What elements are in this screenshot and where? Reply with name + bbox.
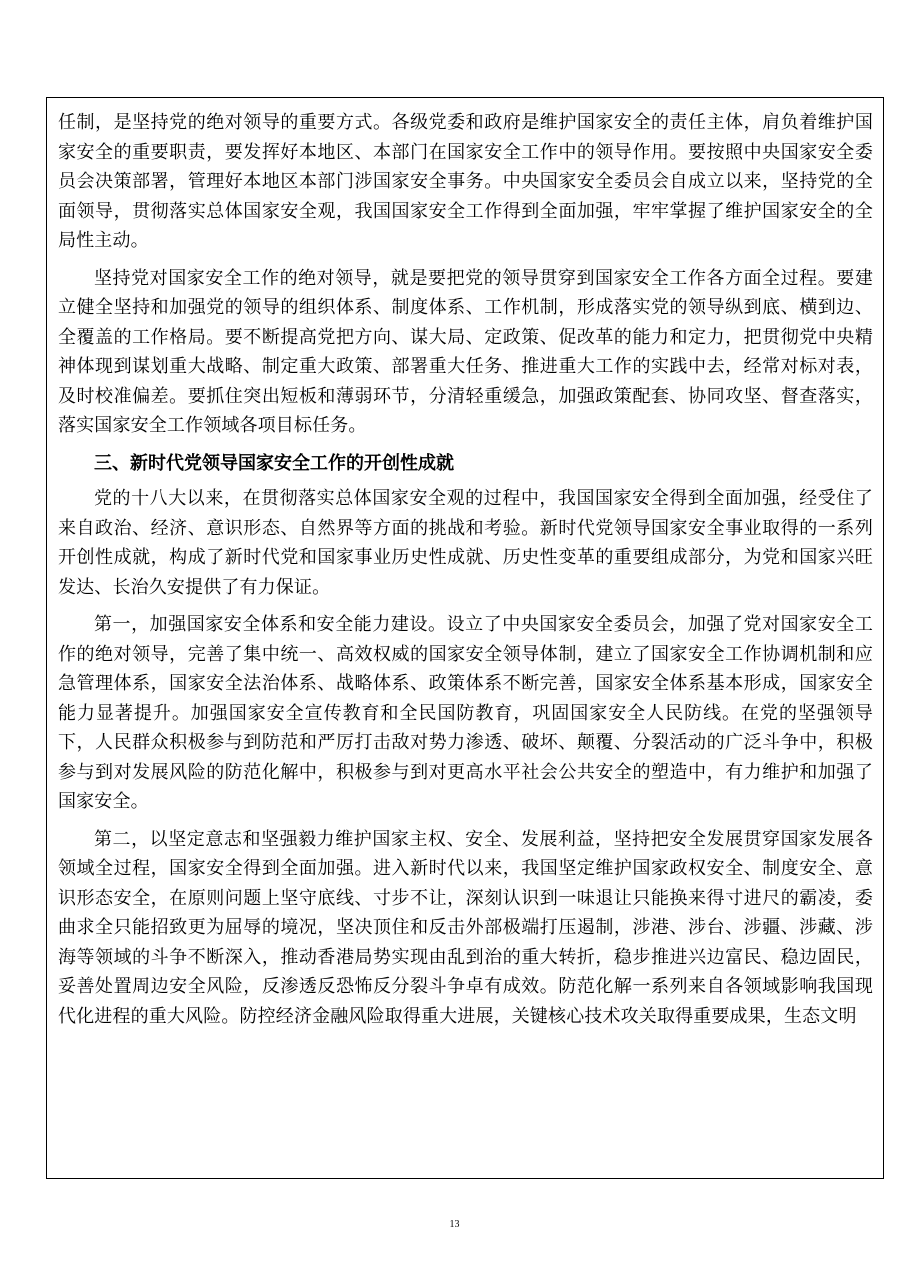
- document-body: [58, 108, 873, 1039]
- bordered-text-frame: [46, 97, 884, 1179]
- paragraph-first-point: 第一，加强国家安全体系和安全能力建设。设立了中央国家安全委员会，加强了党对国家安全工作的绝对领导，完善了集中统一、高效权威的国家安全领导体制，建立了国家安全工作协调机制和应急管理体系，国家安全法治体系、战略体系、政策体系不断完善，国家安全体系基本形成，国家安全能力显著提升。加强国家安全宣传教育和全民国防教育，巩固国家安全人民防线。在党的坚强领导下，人民群众积极参与到防范和严厉打击敌对势力渗透、破坏、颠覆、分裂活动的广泛斗争中，积极参与到对发展风险的防范化解中，积极参与到对更高水平社会公共安全的塑造中，有力维护和加强了国家安全。: [58, 614, 873, 812]
- paragraph-party-leadership: 坚持党对国家安全工作的绝对领导，就是要把党的领导贯穿到国家安全工作各方面全过程。要建立健全坚持和加强党的领导的组织体系、制度体系、工作机制，形成落实党的领导纵到底、横到边、全覆盖的工作格局。要不断提高党把方向、谋大局、定政策、促改革的能力和定力，把贯彻党中央精神体现到谋划重大战略、制定重大政策、部署重大任务、推进重大工作的实践中去，经常对标对表，及时校准偏差。要抓住突出短板和薄弱环节，分清轻重缓急，加强政策配套、协同攻坚、督查落实，落实国家安全工作领域各项目标任务。: [58, 267, 873, 436]
- section-heading: 三、新时代党领导国家安全工作的开创性成就: [94, 452, 454, 474]
- page-number: 13: [449, 1219, 460, 1230]
- paragraph-achievements-intro: 党的十八大以来，在贯彻落实总体国家安全观的过程中，我国国家安全得到全面加强，经受住了来自政治、经济、意识形态、自然界等方面的挑战和考验。新时代党领导国家安全事业取得的一系列开创性成就，构成了新时代党和国家事业历史性成就、历史性变革的重要组成部分，为党和国家兴旺发达、长治久安提供了有力保证。: [58, 488, 873, 598]
- paragraph-continuation: 任制，是坚持党的绝对领导的重要方式。各级党委和政府是维护国家安全的责任主体，肩负着维护国家安全的重要职责，要发挥好本地区、本部门在国家安全工作中的领导作用。要按照中央国家安全委员会决策部署，管理好本地区本部门涉国家安全事务。中央国家安全委员会自成立以来，坚持党的全面领导，贯彻落实总体国家安全观，我国国家安全工作得到全面加强，牢牢掌握了维护国家安全的全局性主动。: [58, 112, 873, 251]
- paragraph-second-point: 第二，以坚定意志和坚强毅力维护国家主权、安全、发展利益，坚持把安全发展贯穿国家发展各领域全过程，国家安全得到全面加强。进入新时代以来，我国坚定维护国家政权安全、制度安全、意识形态安全，在原则问题上坚守底线、寸步不让，深刻认识到一味退让只能换来得寸进尺的霸凌，委曲求全只能招致更为屈辱的境况，坚决顶住和反击外部极端打压遏制，涉港、涉台、涉疆、涉藏、涉海等领域的斗争不断深入，推动香港局势实现由乱到治的重大转折，稳步推进兴边富民、稳边固民，妥善处置周边安全风险，反渗透反恐怖反分裂斗争卓有成效。防范化解一系列来自各领域影响我国现代化进程的重大风险。防控经济金融风险取得重大进展，关键核心技术攻关取得重要成果，生态文明: [58, 828, 873, 1027]
